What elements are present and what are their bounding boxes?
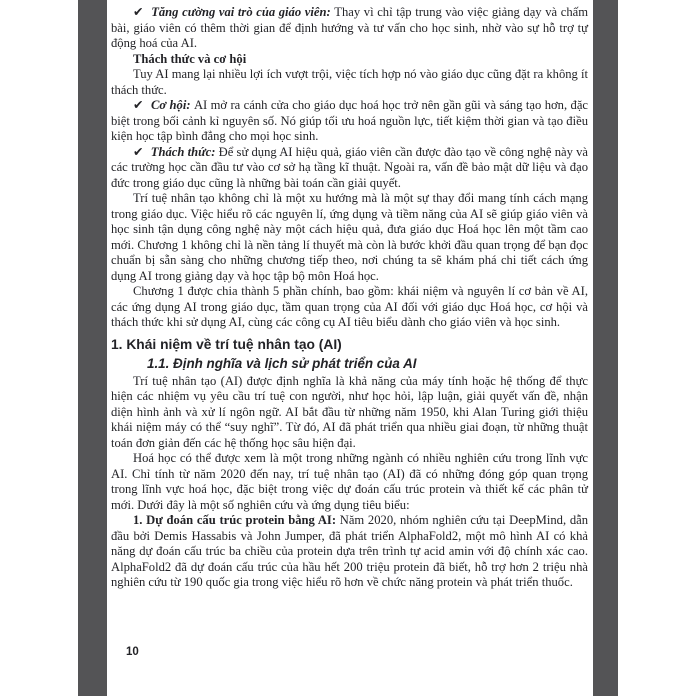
paragraph: Tuy AI mang lại nhiều lợi ích vượt trội, việc tích hợp nó vào giáo dục cũng đặt ra không ít thách thức. xyxy=(111,67,588,97)
paragraph: ✔ Tăng cường vai trò của giáo viên: Thay vì chỉ tập trung vào việc giảng dạy và chấm bài, giáo viên có thêm thời gian để định hướng và tư vấn cho học sinh, nhờ vào sự hỗ trợ tự động hoá của AI. xyxy=(111,5,589,50)
paragraph-lead: 1. Dự đoán cấu trúc protein bằng AI: xyxy=(133,513,340,527)
paragraph: Trí tuệ nhân tạo không chỉ là một xu hướng mà là một sự thay đổi mang tính cách mạng trong giáo dục. Việc hiểu rõ các nguyên lí, ứng dụng và tiềm năng của AI sẽ giúp giáo viên và học sinh tận dụng công nghệ này một cách hiệu quả, đưa giáo dục Hoá học lên một tầm cao mới. Chương 1 không chỉ là nền tảng lí thuyết mà còn là bước khởi đầu quan trọng để bạn đọc chuẩn bị sẵn sàng cho những chương tiếp theo, nơi chúng ta sẽ khám phá chi tiết cách ứng dụng AI trong giảng dạy và học tập bộ môn Hoá học. xyxy=(111,191,588,283)
bold-heading: Thách thức và cơ hội xyxy=(133,51,247,66)
paragraph-lead: Cơ hội: xyxy=(150,98,194,112)
book-right-edge xyxy=(593,0,618,696)
paragraph: 1. Dự đoán cấu trúc protein bằng AI: Năm 2020, nhóm nghiên cứu tại DeepMind, dẫn đầu bởi Demis Hassabis và John Jumper, đã phát triển AlphaFold2, một mô hình AI có khả năng dự đoán cấu trúc ba chiều của protein dựa trên trình tự acid amin với độ chính xác cao. AlphaFold2 đã dự đoán cấu trúc của hầu hết 200 triệu protein đã biết, hỗ trợ hơn 2 triệu nhà nghiên cứu từ 190 quốc gia trong việc hiểu rõ hơn về chức năng protein và phát triển thuốc. xyxy=(111,513,589,589)
paragraph-lead: Tăng cường vai trò của giáo viên: xyxy=(151,5,335,19)
check-icon: ✔ xyxy=(133,98,151,112)
paragraph-lead: Thách thức: xyxy=(150,144,219,159)
subsection-heading: 1.1. Định nghĩa và lịch sử phát triển của AI xyxy=(147,355,417,371)
paragraph: Trí tuệ nhân tạo (AI) được định nghĩa là khả năng của máy tính hoặc hệ thống để thực hiện các nhiệm vụ yêu cầu trí tuệ con người, như học hỏi, lập luận, giải quyết vấn đề, nhận diện hình ảnh và xử lí ngôn ngữ. AI bắt đầu từ những năm 1950, khi Alan Turing giới thiệu khái niệm máy có thể “suy nghĩ”. Từ đó, AI đã phát triển qua nhiều giai đoạn, từ những thuật toán đơn giản đến các hệ thống học sâu hiện đại. xyxy=(111,373,588,450)
check-icon: ✔ xyxy=(133,144,151,159)
section-heading: 1. Khái niệm về trí tuệ nhân tạo (AI) xyxy=(111,336,342,352)
paragraph: Hoá học có thể được xem là một trong những ngành có nhiều nghiên cứu trong lĩnh vực AI. Chỉ tính từ năm 2020 đến nay, trí tuệ nhân tạo (AI) đã có những đóng góp quan trọng trong lĩnh vực hoá học, đặc biệt trong việc dự đoán cấu trúc protein và thiết kế các phân tử mới. Dưới đây là một số nghiên cứu và ứng dụng tiêu biểu: xyxy=(111,451,588,512)
paragraph: ✔ Cơ hội: AI mở ra cánh cửa cho giáo dục hoá học trở nên gần gũi và sáng tạo hơn, đặc biệt trong bối cảnh kỉ nguyên số. Nó giúp tối ưu hoá nguồn lực, tiết kiệm thời gian và tạo điều kiện học tập bình đẳng cho mọi học sinh. xyxy=(111,98,588,143)
page-number: 10 xyxy=(126,646,139,658)
check-icon: ✔ xyxy=(133,5,152,19)
book-left-edge xyxy=(78,0,107,696)
page-body xyxy=(111,5,588,591)
paragraph: Chương 1 được chia thành 5 phần chính, bao gồm: khái niệm và nguyên lí cơ bản về AI, các ứng dụng AI trong giáo dục, tầm quan trọng của AI đối với giáo dục Hoá học, cơ hội và thách thức khi sử dụng AI, cùng các công cụ AI tiêu biểu dành cho giáo viên và học sinh. xyxy=(111,284,588,329)
paragraph: ✔ Thách thức: Để sử dụng AI hiệu quả, giáo viên cần được đào tạo về công nghệ này và các trường học cần đầu tư vào cơ sở hạ tầng kĩ thuật. Ngoài ra, vấn đề bảo mật dữ liệu và đạo đức trong giáo dục cũng là những bài toán cần giải quyết. xyxy=(111,144,589,190)
